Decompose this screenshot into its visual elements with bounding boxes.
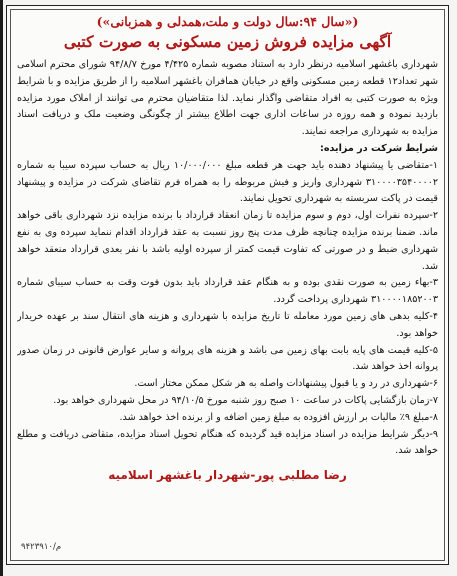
condition-item: ۳-بهاء زمین به صورت نقدی بوده و به هنگام عقد قرارداد باید بدون فوت وقت به حساب سیبای شماره ۳۱۰۰۰۰۱۸۵۲۰۰۳ شهرداری پرداخت گردد.	[17, 277, 438, 306]
condition-item: ۱-متقاضی یا پیشنهاد دهنده باید جهت هر قطعه مبلغ ۱۰/۰۰۰/۰۰۰ ریال به حساب سپرده سیبا به شماره ۳۱۰۰۰۰۳۵۴۰۰۰۰۲ شهرداری واریز و فیش مربوطه را به همراه فرم تقاضای شرکت در مزایده و پیشنهاد قیمت در پاکت سربسته به شهرداری تحویل نمایند.	[17, 159, 438, 205]
condition-item: ۸-مبلغ ۹٪ مالیات بر ارزش افزوده به مبلغ زمین اضافه و از برنده اخذ خواهد شد.	[119, 411, 438, 423]
notice-frame	[6, 5, 449, 565]
page-edge-bar	[0, 0, 3, 576]
year-slogan: («سال ۹۴:سال دولت و ملت،همدلی و همزبانی»)	[96, 14, 359, 29]
notice-title: آگهی مزایده فروش زمین مسکونی به صورت کتبی	[63, 32, 392, 51]
condition-item: ۲-سپرده نفرات اول، دوم و سوم مزایده تا زمان انعقاد قرارداد با برنده مزایده نزد شهرداری باقی خواهد ماند. ضمنا برنده مزایده چنانچه ظرف مدت پنج روز نسبت به عقد قرارداد اقدام ننماید سپرده وی به نفع شهرداری ضبط و در صورتی که تفاوت قیمت کمتر از سپرده اولیه باشد با نفر بعدی قرارداد منعقد خواهد شد.	[17, 210, 438, 272]
reference-number: م/۹۴۲۳۹۱۰	[21, 542, 62, 552]
condition-item: ۵-کلیه قیمت های پایه بابت بهای زمین می باشد و هزینه های پروانه و سایر عوارض قانونی در زمان صدور پروانه اخذ خواهد شد.	[17, 344, 438, 373]
condition-item: ۶-شهرداری در رد و یا قبول پیشنهادات واصله به هر شکل ممکن مختار است.	[134, 378, 438, 390]
conditions-heading: شرایط شرکت در مزایده:	[319, 142, 438, 154]
condition-item: ۴-کلیه بدهی های زمین مورد معامله تا تاریخ مزایده با شهرداری و هزینه های انتقال سند بر عهده خریدار خواهد بود.	[17, 310, 438, 339]
mayor-signature: رضا مطلبی پور-شهردار باغشهر اسلامیه	[108, 468, 347, 483]
condition-item: ۷-زمان بازگشایی پاکات در ساعت ۱۰ صبح روز شنبه مورخ ۹۴/۱۰/۵ در محل شهرداری خواهد بود.	[53, 394, 438, 406]
notice-intro: شهرداری باغشهر اسلامیه درنظر دارد به استناد مصوبه شماره ۴/۴۲۵ مورخ ۹۴/۸/۷ شورای محترم اسلامی شهر تعداد۱۲ قطعه زمین مسکونی واقع در خیابان همافران باغشهر اسلامیه را از طریق مزایده و با شرایط ویژه به صورت کتبی به افراد متقاضی واگذار نماید. لذا متقاضیان محترم می توانند از املاک مورد مزایده بازدید نموده و همه روزه در ساعات اداری جهت اطلاع بیشتر از چگونگی وضعیت ملک و دریافت اسناد مزایده به شهرداری مراجعه نمایند.	[17, 59, 438, 138]
notice-content	[17, 14, 438, 556]
condition-item: ۹-دیگر شرایط مزایده در اسناد مزایده قید گردیده که هنگام تحویل اسناد مزایده، متقاضی دریافت و مطلع خواهد شد.	[17, 428, 438, 457]
